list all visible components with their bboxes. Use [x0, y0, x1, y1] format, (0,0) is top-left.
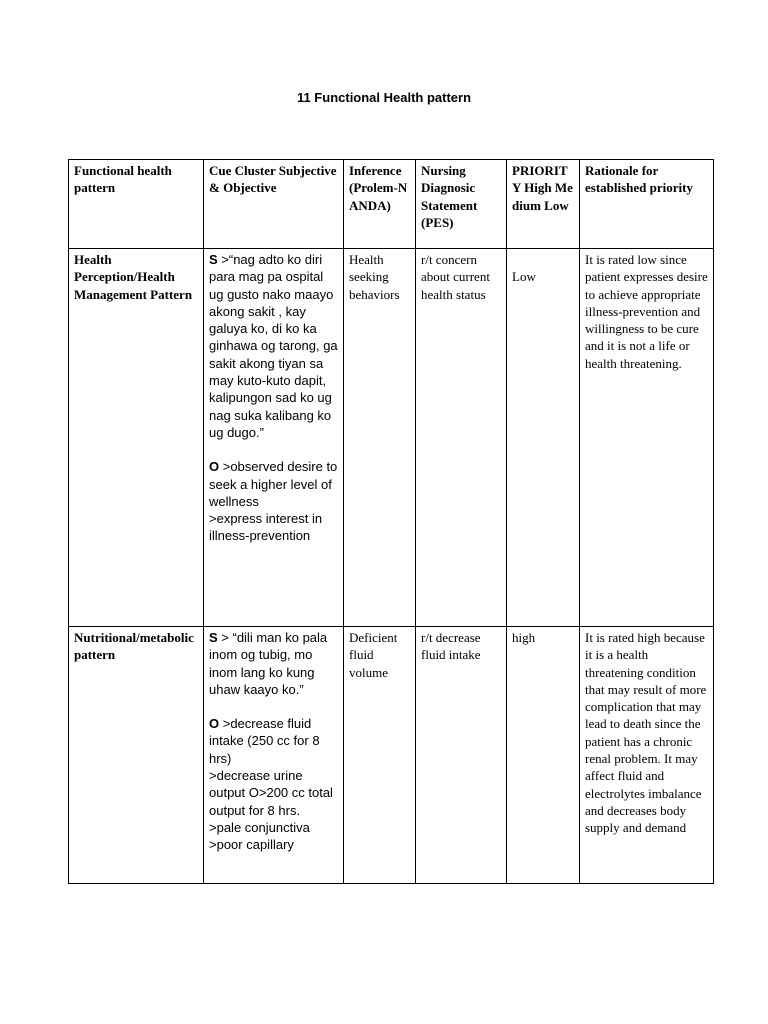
header-inference: Inference (Prolem-NANDA): [344, 160, 416, 249]
objective-label: O: [209, 459, 220, 475]
subjective-cue: [209, 629, 338, 698]
objective-text: >decrease fluid intake (250 cc for 8 hrs): [209, 716, 320, 766]
pattern-cell: Health Perception/Health Management Pattern: [69, 249, 204, 627]
subjective-label: S: [209, 252, 218, 267]
table-row: [69, 627, 714, 884]
priority-value: Low: [512, 269, 536, 284]
header-nursing-diagnosis: Nursing Diagnosic Statement (PES): [416, 160, 507, 249]
objective-text: >decrease urine output O>200 cc total output for 8 hrs.: [209, 768, 333, 818]
header-functional-health-pattern: Functional health pattern: [69, 160, 204, 249]
objective-text: >poor capillary: [209, 837, 294, 853]
subjective-cue: [209, 251, 338, 441]
header-rationale: Rationale for established priority: [580, 160, 714, 249]
objective-cue: [209, 715, 338, 767]
priority-cell: [507, 249, 580, 627]
cue-cluster-cell: [204, 249, 344, 627]
functional-health-table: [68, 159, 714, 884]
inference-cell: Health seeking behaviors: [344, 249, 416, 627]
objective-label: O: [209, 716, 220, 732]
subjective-text: >“nag adto ko diri para mag pa ospital ug gusto nako maayo akong sakit , kay galuya ko, di ko ka ginhawa og tarong, ga sakit akong tiyan sa may kuto-kuto dapit, kalipungon sad ko ug nag suka kalibang ko ug dugo.”: [209, 252, 338, 440]
table-header-row: [69, 160, 714, 249]
inference-cell: Deficient fluid volume: [344, 627, 416, 884]
cue-cluster-cell: [204, 627, 344, 884]
diagnosis-cell: r/t concern about current health status: [416, 249, 507, 627]
objective-text: >observed desire to seek a higher level of wellness: [209, 459, 338, 509]
subjective-label: S: [209, 630, 218, 645]
diagnosis-cell: r/t decrease fluid intake: [416, 627, 507, 884]
header-cue-cluster: Cue Cluster Subjective & Objective: [204, 160, 344, 249]
objective-text: >express interest in illness-prevention: [209, 511, 323, 544]
objective-cue: [209, 458, 338, 510]
subjective-text: > “dili man ko pala inom og tubig, mo inom lang ko kung uhaw kaayo ko.”: [209, 630, 328, 697]
pattern-cell: Nutritional/metabolic pattern: [69, 627, 204, 884]
objective-text: >pale conjunctiva: [209, 819, 310, 835]
header-priority: PRIORITY High Medium Low: [507, 160, 580, 249]
rationale-cell: It is rated low since patient expresses desire to achieve appropriate illness-prevention and willingness to be cure and it is not a life or health threatening.: [580, 249, 714, 627]
priority-cell: high: [507, 627, 580, 884]
rationale-cell: It is rated high because it is a health threatening condition that may result of more complication that may lead to death since the patient has a chronic renal problem. It may affect fluid and electrolytes imbalance and decreases body supply and demand: [580, 627, 714, 884]
page-title: 11 Functional Health pattern: [296, 90, 472, 105]
table-row: [69, 249, 714, 627]
